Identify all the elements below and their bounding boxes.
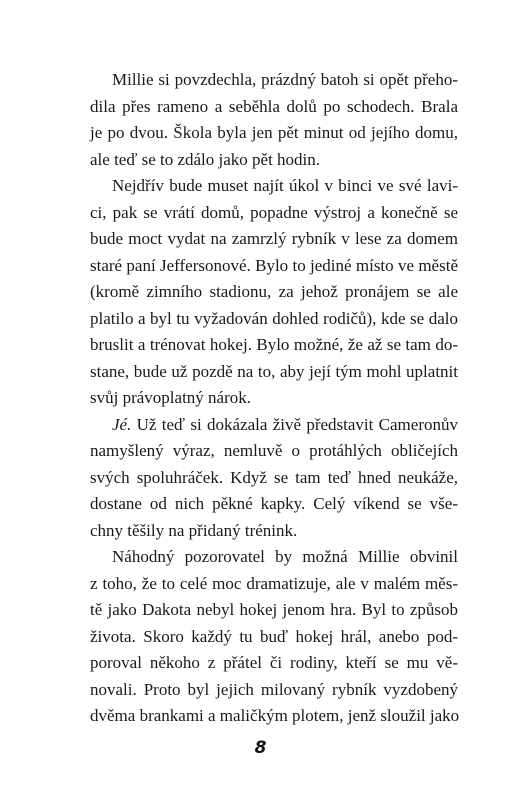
page-number: 8 [254, 738, 267, 758]
text-line: bruslit a trénovat hokej. Bylo možné, že až se tam do- [90, 335, 458, 354]
paragraph-1 [68, 67, 458, 173]
text-line: poroval někoho z přátel či rodiny, kteří se mu vě- [90, 653, 458, 672]
text-line: života. Skoro každý tu buď hokej hrál, anebo pod- [90, 626, 458, 646]
body-text [68, 67, 458, 730]
text-line: Nejdřív bude muset najít úkol v binci ve své lavi- [112, 176, 458, 195]
text-line: je po dvou. Škola byla jen pět minut od jejího domu, [90, 123, 458, 142]
paragraph-4 [68, 544, 458, 730]
paragraph-3 [68, 412, 458, 545]
text-line: Millie si povzdechla, prázdný batoh si opět přeho- [112, 70, 458, 89]
text-line-rest: Už teď si dokázala živě představit Cameronův [131, 414, 458, 434]
text-line: svůj právoplatný nárok. [90, 388, 251, 407]
text-line: Náhodný pozorovatel by možná Millie obvinil [112, 547, 458, 566]
text-line: platilo a byl tu vyžadován dohled rodičů), kde se dalo [90, 308, 458, 328]
italic-interjection: Jé. [112, 414, 132, 434]
text-line: (kromě zimního stadionu, za jehož pronájem se ale [90, 282, 458, 301]
text-line: dvěma brankami a maličkým plotem, jenž sloužil jako [90, 706, 460, 725]
text-line: stane, bude už pozdě na to, aby její tým mohl uplatnit [90, 361, 458, 381]
text-line: novali. Proto byl jejich milovaný rybník vyzdobený [90, 679, 458, 699]
text-line: namyšlený výraz, nemluvě o protáhlých obličejích [90, 441, 458, 460]
text-line: chny těšily na přidaný trénink. [90, 520, 298, 540]
text-line: bude moct vydat na zamrzlý rybník v lese za domem [90, 229, 458, 248]
text-line: z toho, že to celé moc dramatizuje, ale v malém měs- [90, 573, 458, 593]
text-line: staré paní Jeffersonové. Bylo to jediné místo ve městě [90, 255, 458, 275]
text-line: svých spoluhráček. Když se tam teď hned neukáže, [90, 467, 458, 487]
text-line: ale teď se to zdálo jako pět hodin. [90, 149, 321, 169]
text-line: tě jako Dakota nebyl hokej jenom hra. Byl to způsob [90, 600, 458, 619]
text-line: dila přes rameno a seběhla dolů po schodech. Brala [90, 96, 458, 116]
paragraph-2 [68, 173, 458, 412]
text-line: dostane od nich pěkné kapky. Celý víkend se vše- [90, 494, 458, 513]
text-line [68, 412, 458, 439]
text-line: ci, pak se vrátí domů, popadne výstroj a konečně se [90, 202, 458, 222]
